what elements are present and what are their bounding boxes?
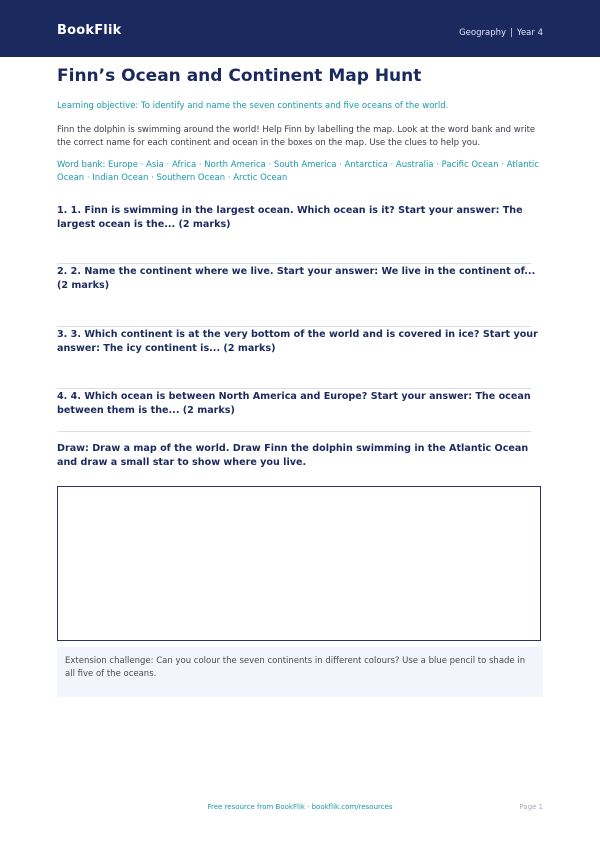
answer-line-1[interactable] [57, 263, 531, 264]
question-3: 3. 3. Which continent is at the very bottom of the world and is covered in ice? Start your answer: The icy continent is... (2 marks) [57, 329, 538, 355]
subject-year-meta [459, 28, 543, 38]
subject-label: Geography [459, 28, 507, 38]
answer-line-4[interactable] [57, 431, 531, 432]
meta-separator: | [510, 28, 513, 38]
drawing-area[interactable] [57, 486, 541, 641]
footer-resource-link[interactable]: Free resource from BookFlik · bookflik.com/resources [207, 803, 393, 811]
draw-prompt: Draw: Draw a map of the world. Draw Finn the dolphin swimming in the Atlantic Ocean and draw a small star to show where you live. [57, 443, 529, 469]
question-4: 4. 4. Which ocean is between North America and Europe? Start your answer: The ocean between them is the... (2 marks) [57, 391, 531, 417]
learning-objective: Learning objective: To identify and name the seven continents and five oceans of the world. [57, 101, 449, 111]
word-bank: Word bank: Europe · Asia · Africa · North America · South America · Antarctica · Australia · Pacific Ocean · Atlantic Ocean · Indian Ocean · Southern Ocean · Arctic Ocean [57, 160, 539, 183]
question-1: 1. 1. Finn is swimming in the largest ocean. Which ocean is it? Start your answer: The largest ocean is the... (2 marks) [57, 205, 523, 231]
page-header [0, 0, 600, 57]
page-number: Page 1 [519, 803, 543, 811]
extension-challenge-text: Extension challenge: Can you colour the seven continents in different colours? Use a blue pencil to shade in all five of the oceans. [65, 656, 526, 679]
worksheet-title: Finn’s Ocean and Continent Map Hunt [57, 66, 422, 86]
answer-line-3[interactable] [57, 388, 531, 389]
brand-logo-text[interactable]: BookFlik [57, 23, 122, 38]
year-label: Year 4 [516, 28, 543, 38]
extension-challenge-box [57, 647, 543, 697]
question-2: 2. 2. Name the continent where we live. Start your answer: We live in the continent of... (2 marks) [57, 266, 536, 292]
intro-text: Finn the dolphin is swimming around the world! Help Finn by labelling the map. Look at the word bank and write the correct name for each continent and ocean in the boxes on the map. Use the clues to help you. [57, 125, 536, 148]
answer-line-2[interactable] [57, 326, 531, 327]
